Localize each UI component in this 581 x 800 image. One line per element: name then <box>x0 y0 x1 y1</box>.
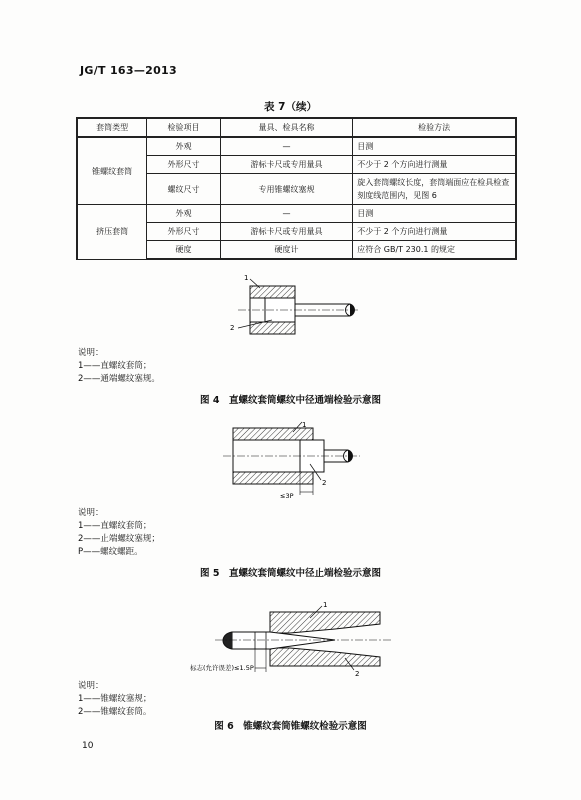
callout-2: 2 <box>230 324 235 332</box>
legend-title: 说明： <box>78 508 104 518</box>
method-cell: 不少于 2 个方向进行测量 <box>353 223 516 241</box>
dimension-label: ≤3P <box>280 492 294 500</box>
sleeve-type-cell: 锥螺纹套筒 <box>77 137 147 205</box>
standard-id: JG/T 163—2013 <box>80 64 177 77</box>
tool-cell: 硬度计 <box>220 241 352 260</box>
figure-5-drawing <box>218 420 378 500</box>
legend-item: P——螺纹螺距。 <box>78 547 143 557</box>
method-cell: 不少于 2 个方向进行测量 <box>353 156 516 174</box>
sleeve-type-cell: 挤压套筒 <box>77 205 147 260</box>
method-cell: 应符合 GB/T 230.1 的规定 <box>353 241 516 260</box>
callout-1: 1 <box>244 274 249 282</box>
legend-item: 1——直螺纹套筒； <box>78 521 152 531</box>
tool-cell: 专用锥螺纹塞规 <box>220 174 352 205</box>
method-cell: 旋入套筒螺纹长度，套筒端面应在检具检查刻度线范围内，见图 6 <box>353 174 516 205</box>
dimension-label: 标志(允许误差)≤1.5P <box>190 664 254 672</box>
legend-item: 2——止端螺纹塞规； <box>78 534 160 544</box>
item-cell: 螺纹尺寸 <box>147 174 221 205</box>
item-cell: 硬度 <box>147 241 221 260</box>
legend-item: 1——锥螺纹塞规； <box>78 694 152 704</box>
item-cell: 外形尺寸 <box>147 156 221 174</box>
figure-4-drawing <box>220 268 370 348</box>
tool-cell: — <box>220 205 352 223</box>
legend-item: 1——直螺纹套筒； <box>78 361 152 371</box>
callout-2: 2 <box>322 479 327 487</box>
tool-cell: — <box>220 137 352 156</box>
method-cell: 目测 <box>353 137 516 156</box>
taper-plug-gauge <box>215 632 392 649</box>
tool-cell: 游标卡尺或专用量具 <box>220 223 352 241</box>
inspection-table <box>76 117 517 260</box>
method-cell: 目测 <box>353 205 516 223</box>
figure-5-legend <box>78 507 160 559</box>
table-title: 表 7（续） <box>264 101 317 113</box>
thread-plug-gauge <box>223 440 360 472</box>
legend-item: 2——锥螺纹套筒。 <box>78 707 152 717</box>
col-header-item: 检验项目 <box>147 118 221 137</box>
thread-plug-gauge <box>238 298 360 322</box>
figure-4-legend <box>78 347 160 386</box>
figure-5-caption: 图 5 直螺纹套筒螺纹中径止端检验示意图 <box>200 568 381 579</box>
col-header-type: 套筒类型 <box>77 118 147 137</box>
col-header-method: 检验方法 <box>353 118 516 137</box>
table-row <box>77 205 516 223</box>
legend-title: 说明： <box>78 681 104 691</box>
col-header-tool: 量具、检具名称 <box>220 118 352 137</box>
table-row <box>77 137 516 156</box>
callout-1: 1 <box>323 601 328 609</box>
callout-2: 2 <box>355 670 360 678</box>
tool-cell: 游标卡尺或专用量具 <box>220 156 352 174</box>
figure-4-caption: 图 4 直螺纹套筒螺纹中径通端检验示意图 <box>200 395 381 406</box>
item-cell: 外观 <box>147 205 221 223</box>
callout-1: 1 <box>302 421 307 429</box>
item-cell: 外观 <box>147 137 221 156</box>
figure-6-caption: 图 6 锥螺纹套筒锥螺纹检验示意图 <box>214 721 367 732</box>
table-header-row <box>77 118 516 137</box>
legend-item: 2——通端螺纹塞规。 <box>78 374 160 384</box>
item-cell: 外形尺寸 <box>147 223 221 241</box>
page-number: 10 <box>82 741 94 751</box>
figure-6-drawing <box>160 596 410 678</box>
figure-6-legend <box>78 680 151 719</box>
legend-title: 说明： <box>78 348 104 358</box>
